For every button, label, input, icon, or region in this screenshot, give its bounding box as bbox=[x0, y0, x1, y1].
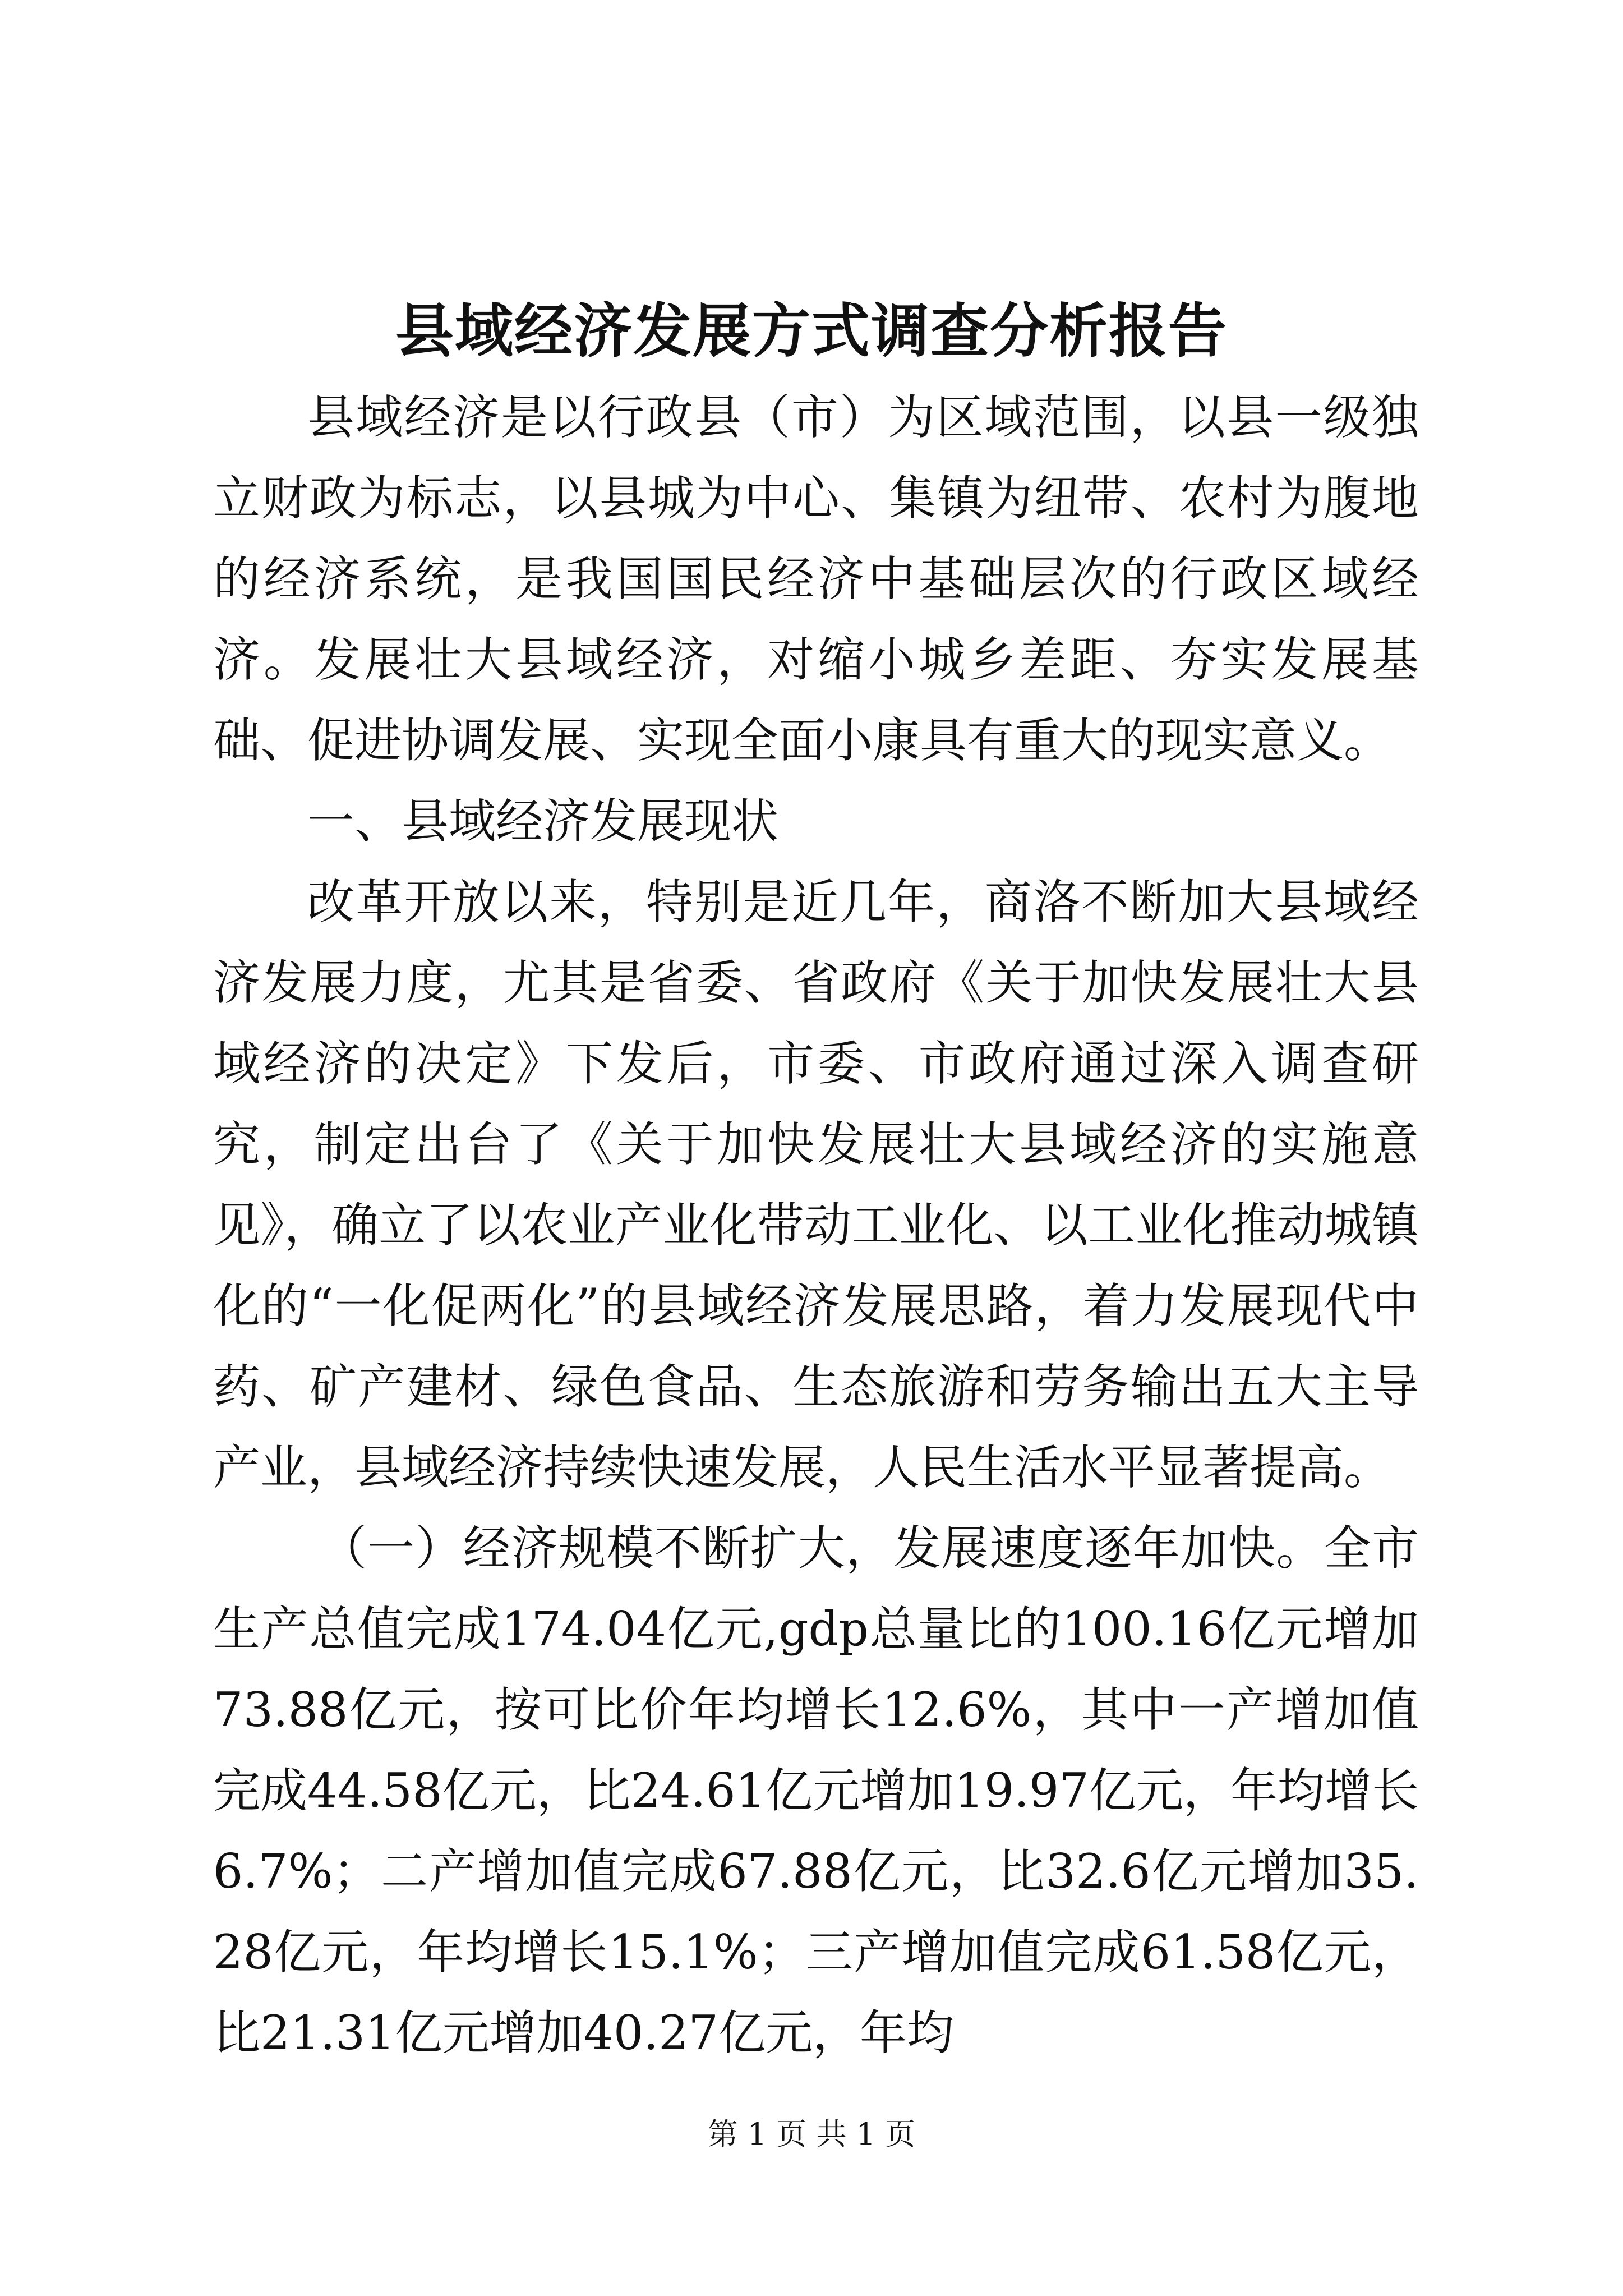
paragraph-status: 改革开放以来，特别是近几年，商洛不断加大县域经济发展力度，尤其是省委、省政府《关于加快发展壮大县域经济的决定》下发后，市委、市政府通过深入调查研究，制定出台了《关于加快发展壮大县域经济的实施意见》，确立了以农业产业化带动工业化、以工业化推动城镇化的“一化促两化”的县域经济发展思路，着力发展现代中药、矿产建材、绿色食品、生态旅游和劳务输出五大主导产业，县域经济持续快速发展，人民生活水平显著提高。 bbox=[213, 875, 1419, 1495]
paragraph-intro: 县域经济是以行政县（市）为区域范围，以县一级独立财政为标志，以县城为中心、集镇为纽带、农村为腹地的经济系统，是我国国民经济中基础层次的行政区域经济。发展壮大县域经济，对缩小城乡差距、夯实发展基础、促进协调发展、实现全面小康具有重大的现实意义。 bbox=[213, 390, 1419, 768]
paragraph-economy-scale: （一）经济规模不断扩大，发展速度逐年加快。全市生产总值完成174.04亿元,gdp总量比的100.16亿元增加73.88亿元，按可比价年均增长12.6%，其中一产增加值完成44.58亿元，比24.61亿元增加19.97亿元，年均增长6.7%；二产增加值完成67.88亿元，比32.6亿元增加35.28亿元，年均增长15.1%；三产增加值完成61.58亿元，比21.31亿元增加40.27亿元，年均 bbox=[213, 1521, 1419, 2060]
section-heading-status: 一、县域经济发展现状 bbox=[307, 794, 779, 849]
document-title: 县域经济发展方式调查分析报告 bbox=[395, 296, 1228, 365]
page-footer: 第 1 页 共 1 页 bbox=[707, 2116, 916, 2152]
document-body bbox=[213, 377, 1419, 2073]
